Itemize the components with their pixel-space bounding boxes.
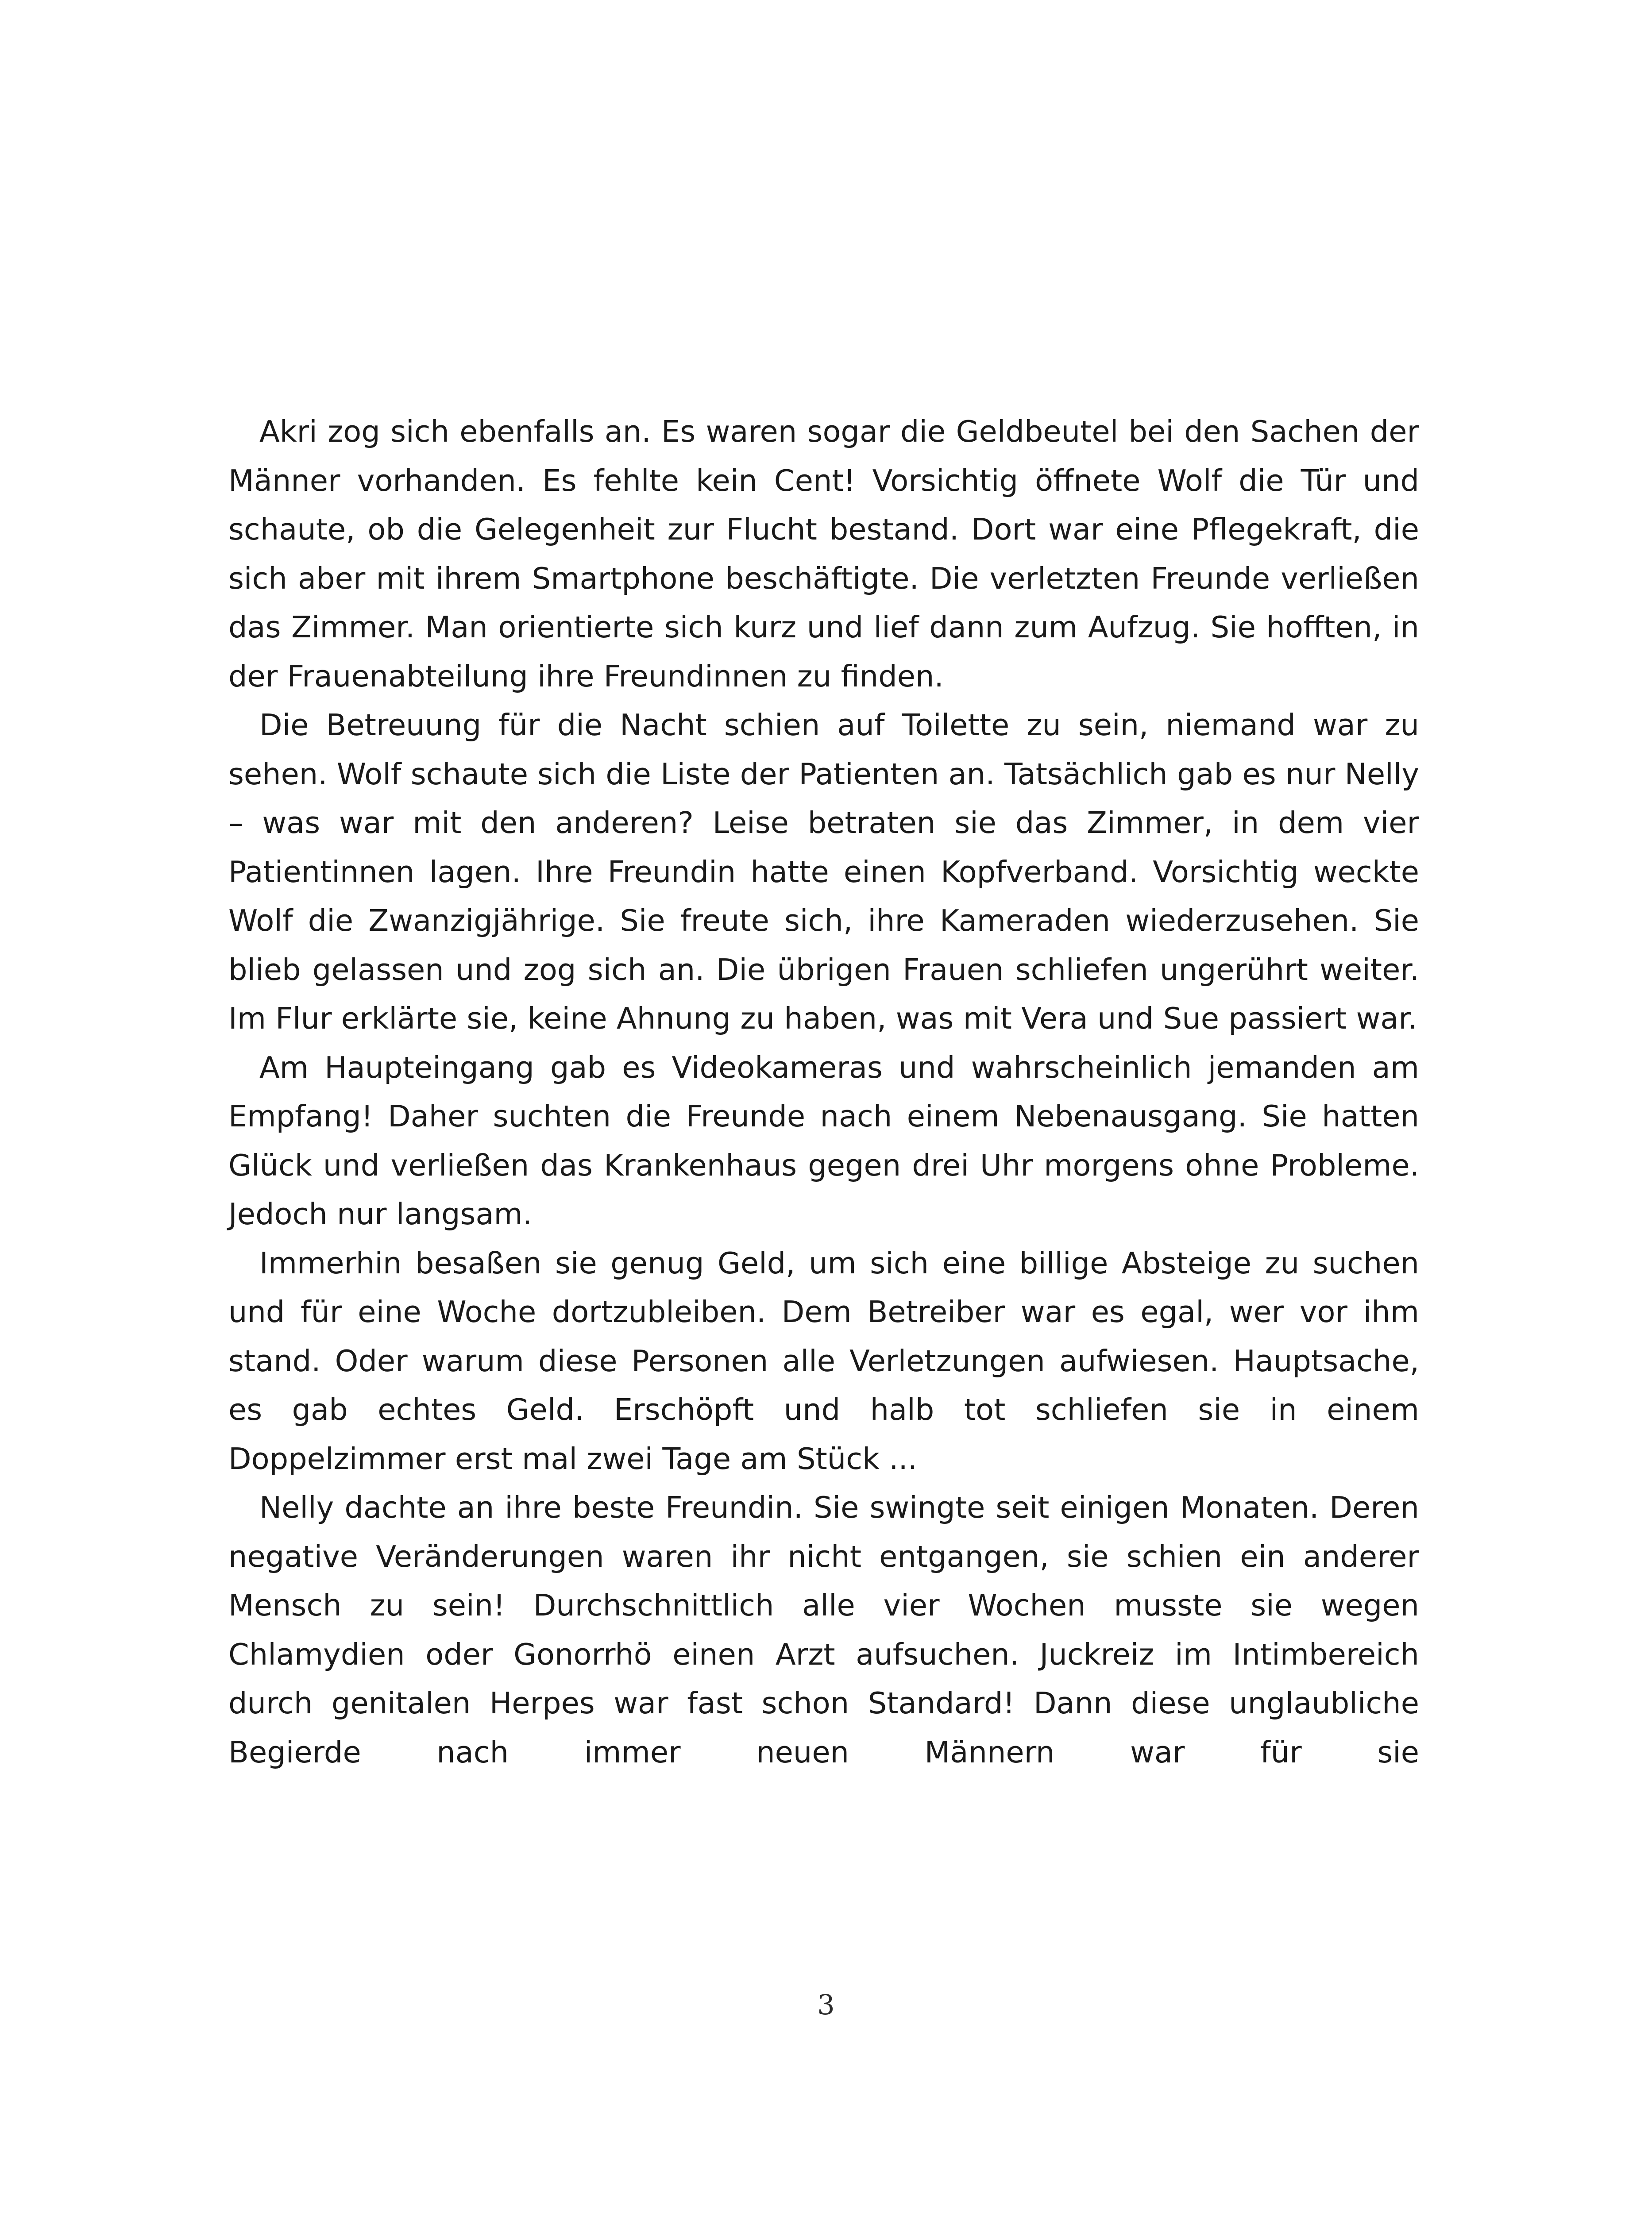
paragraph: Akri zog sich ebenfalls an. Es waren sogar die Geldbeutel bei den Sachen der Männer vorhanden. Es fehlte kein Cent! Vorsichtig öffnete Wolf die Tür und schaute, ob die Gelegenheit zur Flucht bestand. Dort war eine Pflegekraft, die sich aber mit ihrem Smartphone beschäftigte. Die verletzten Freunde verließen das Zimmer. Man orientierte sich kurz und lief dann zum Aufzug. Sie hofften, in der Frauenabteilung ihre Freundinnen zu finden. [228, 414, 1419, 694]
paragraph: Nelly dachte an ihre beste Freundin. Sie swingte seit einigen Monaten. Deren negative Veränderungen waren ihr nicht entgangen, sie schien ein anderer Mensch zu sein! Durchschnittlich alle vier Wochen musste sie wegen Chlamydien oder Gonorrhö einen Arzt aufsuchen. Juckreiz im Intimbereich durch genitalen Herpes war fast schon Standard! Dann diese unglaubliche Begierde nach immer neuen Männern war für sie [228, 1490, 1419, 1770]
page-number: 3 [817, 1989, 835, 2021]
paragraph: Am Haupteingang gab es Videokameras und wahrscheinlich jemanden am Empfang! Daher suchten die Freunde nach einem Nebenausgang. Sie hatten Glück und verließen das Krankenhaus gegen drei Uhr morgens ohne Probleme. Jedoch nur langsam. [228, 1050, 1419, 1231]
paragraph: Die Betreuung für die Nacht schien auf Toilette zu sein, niemand war zu sehen. Wolf schaute sich die Liste der Patienten an. Tatsächlich gab es nur Nelly – was war mit den anderen? Leise betraten sie das Zimmer, in dem vier Patientinnen lagen. Ihre Freundin hatte einen Kopfverband. Vorsichtig weckte Wolf die Zwanzigjährige. Sie freute sich, ihre Kameraden wiederzusehen. Sie blieb gelassen und zog sich an. Die übrigen Frauen schliefen ungerührt weiter. Im Flur erklärte sie, keine Ahnung zu haben, was mit Vera und Sue passiert war. [228, 708, 1419, 1036]
body-text [228, 407, 1419, 1777]
paragraph: Immerhin besaßen sie genug Geld, um sich eine billige Absteige zu suchen und für eine Woche dortzubleiben. Dem Betreiber war es egal, wer vor ihm stand. Oder warum diese Personen alle Verletzungen aufwiesen. Hauptsache, es gab echtes Geld. Erschöpft und halb tot schliefen sie in einem Doppelzimmer erst mal zwei Tage am Stück ... [228, 1245, 1419, 1476]
